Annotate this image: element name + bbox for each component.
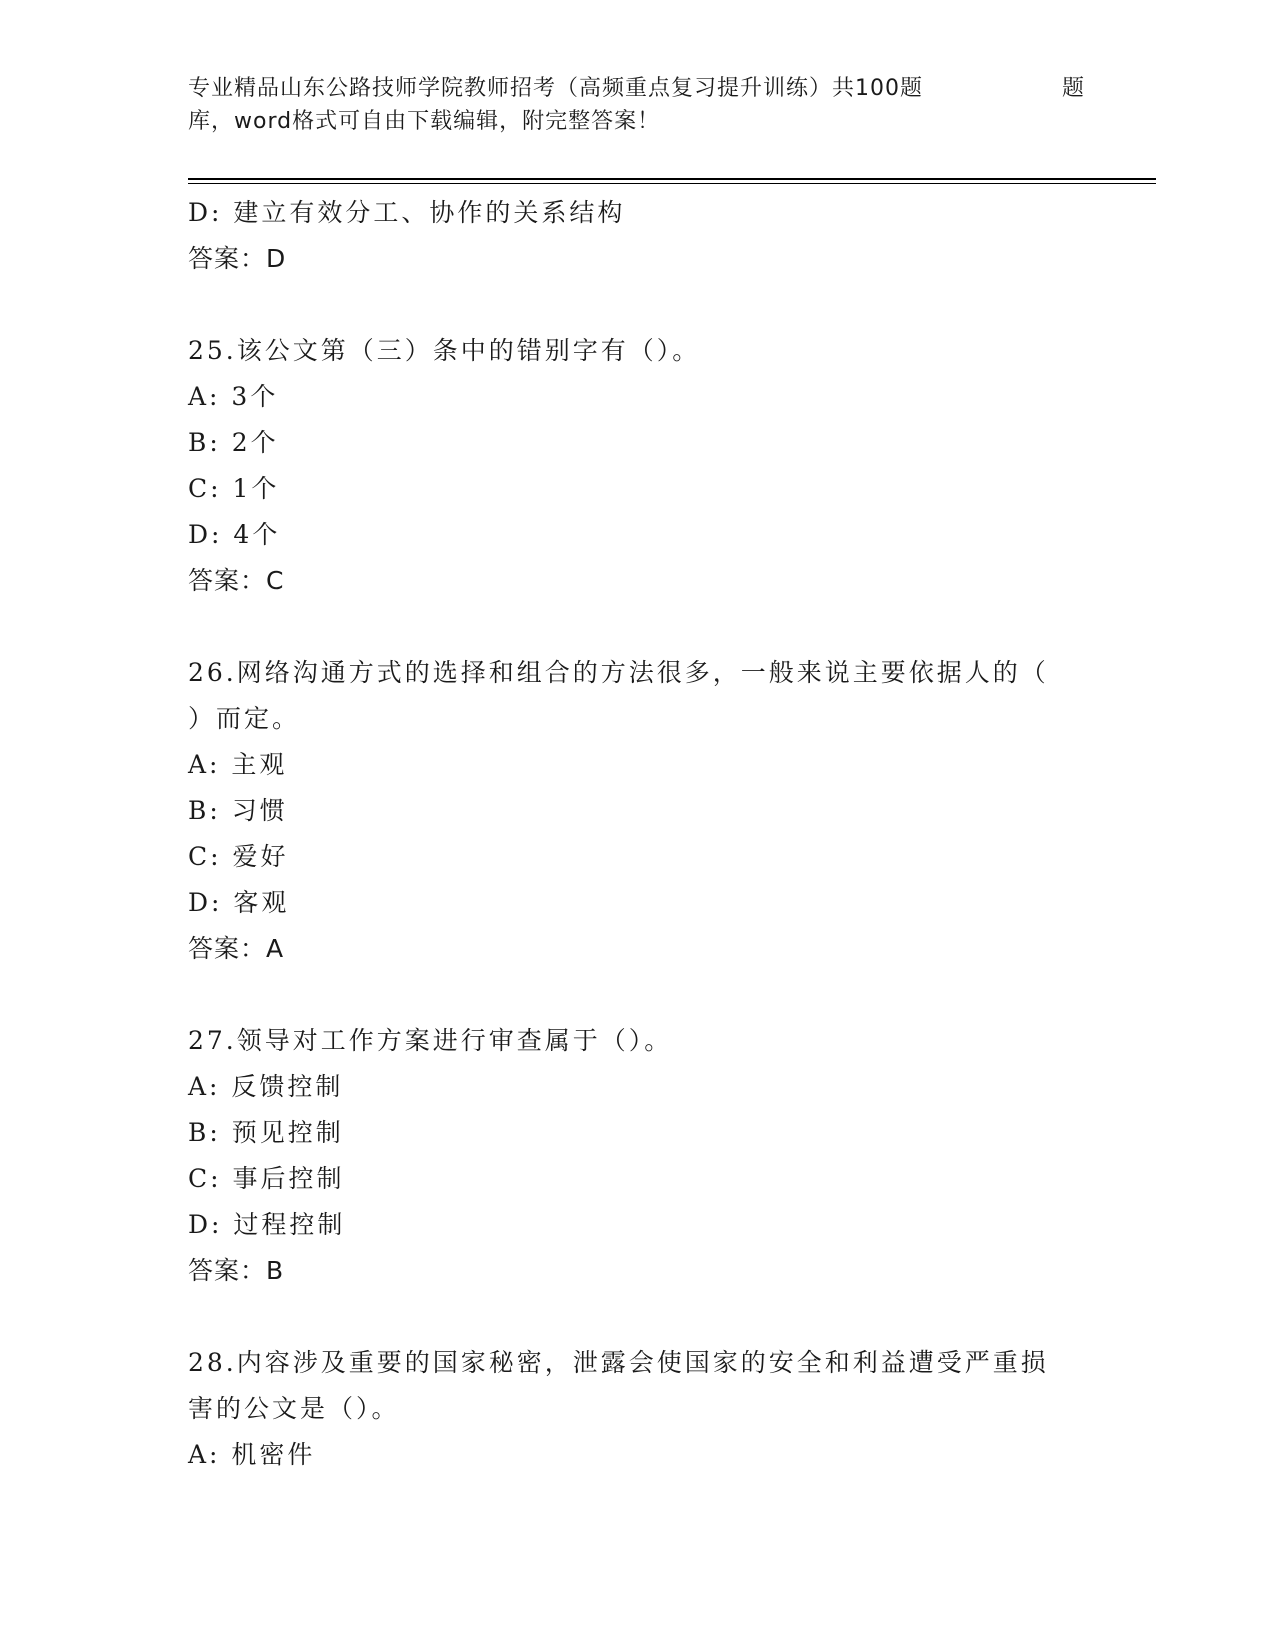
question-27-option-a: A: 反馈控制 [188, 1072, 344, 1101]
spacer [188, 972, 1088, 1018]
header-divider-thin [188, 183, 1156, 184]
question-27-option-b: B: 预见控制 [188, 1118, 344, 1147]
prev-question-answer: 答案：D [188, 244, 287, 273]
question-27-option-d: D: 过程控制 [188, 1210, 346, 1239]
header-title-line-1: 专业精品山东公路技师学院教师招考（高频重点复习提升训练）共100题 [188, 76, 923, 101]
header-title-line-2: 库，word格式可自由下载编辑，附完整答案！ [188, 109, 661, 134]
document-header [188, 72, 1088, 138]
question-25-text: 25.该公文第（三）条中的错别字有（）。 [188, 336, 701, 365]
header-title-overflow: 题 [1062, 76, 1085, 101]
spacer [188, 604, 1088, 650]
prev-question-option-d: D: 建立有效分工、协作的关系结构 [188, 198, 626, 227]
question-26-option-c: C: 爱好 [188, 842, 289, 871]
question-26-option-a: A: 主观 [188, 750, 288, 779]
question-28-text-line-1: 28.内容涉及重要的国家秘密，泄露会使国家的安全和利益遭受严重损 [188, 1348, 1049, 1377]
spacer [188, 1294, 1088, 1340]
question-28-option-a: A: 机密件 [188, 1440, 316, 1469]
header-divider-thick [188, 178, 1156, 180]
question-27-text: 27.领导对工作方案进行审查属于（）。 [188, 1026, 673, 1055]
question-list [188, 190, 1088, 1478]
question-26-text-line-2: ）而定。 [188, 704, 301, 733]
spacer [188, 282, 1088, 328]
question-28-text-line-2: 害的公文是（）。 [188, 1394, 400, 1423]
question-25-option-c: C: 1个 [188, 474, 280, 503]
question-27-answer: 答案：B [188, 1256, 285, 1285]
question-25-option-d: D: 4个 [188, 520, 281, 549]
question-25-answer: 答案：C [188, 566, 285, 595]
question-25-option-a: A: 3个 [188, 382, 279, 411]
question-26-option-d: D: 客观 [188, 888, 290, 917]
question-26-option-b: B: 习惯 [188, 796, 288, 825]
question-27-option-c: C: 事后控制 [188, 1164, 345, 1193]
question-25-option-b: B: 2个 [188, 428, 279, 457]
question-26-text-line-1: 26.网络沟通方式的选择和组合的方法很多，一般来说主要依据人的（ [188, 658, 1049, 687]
question-26-answer: 答案：A [188, 934, 285, 963]
